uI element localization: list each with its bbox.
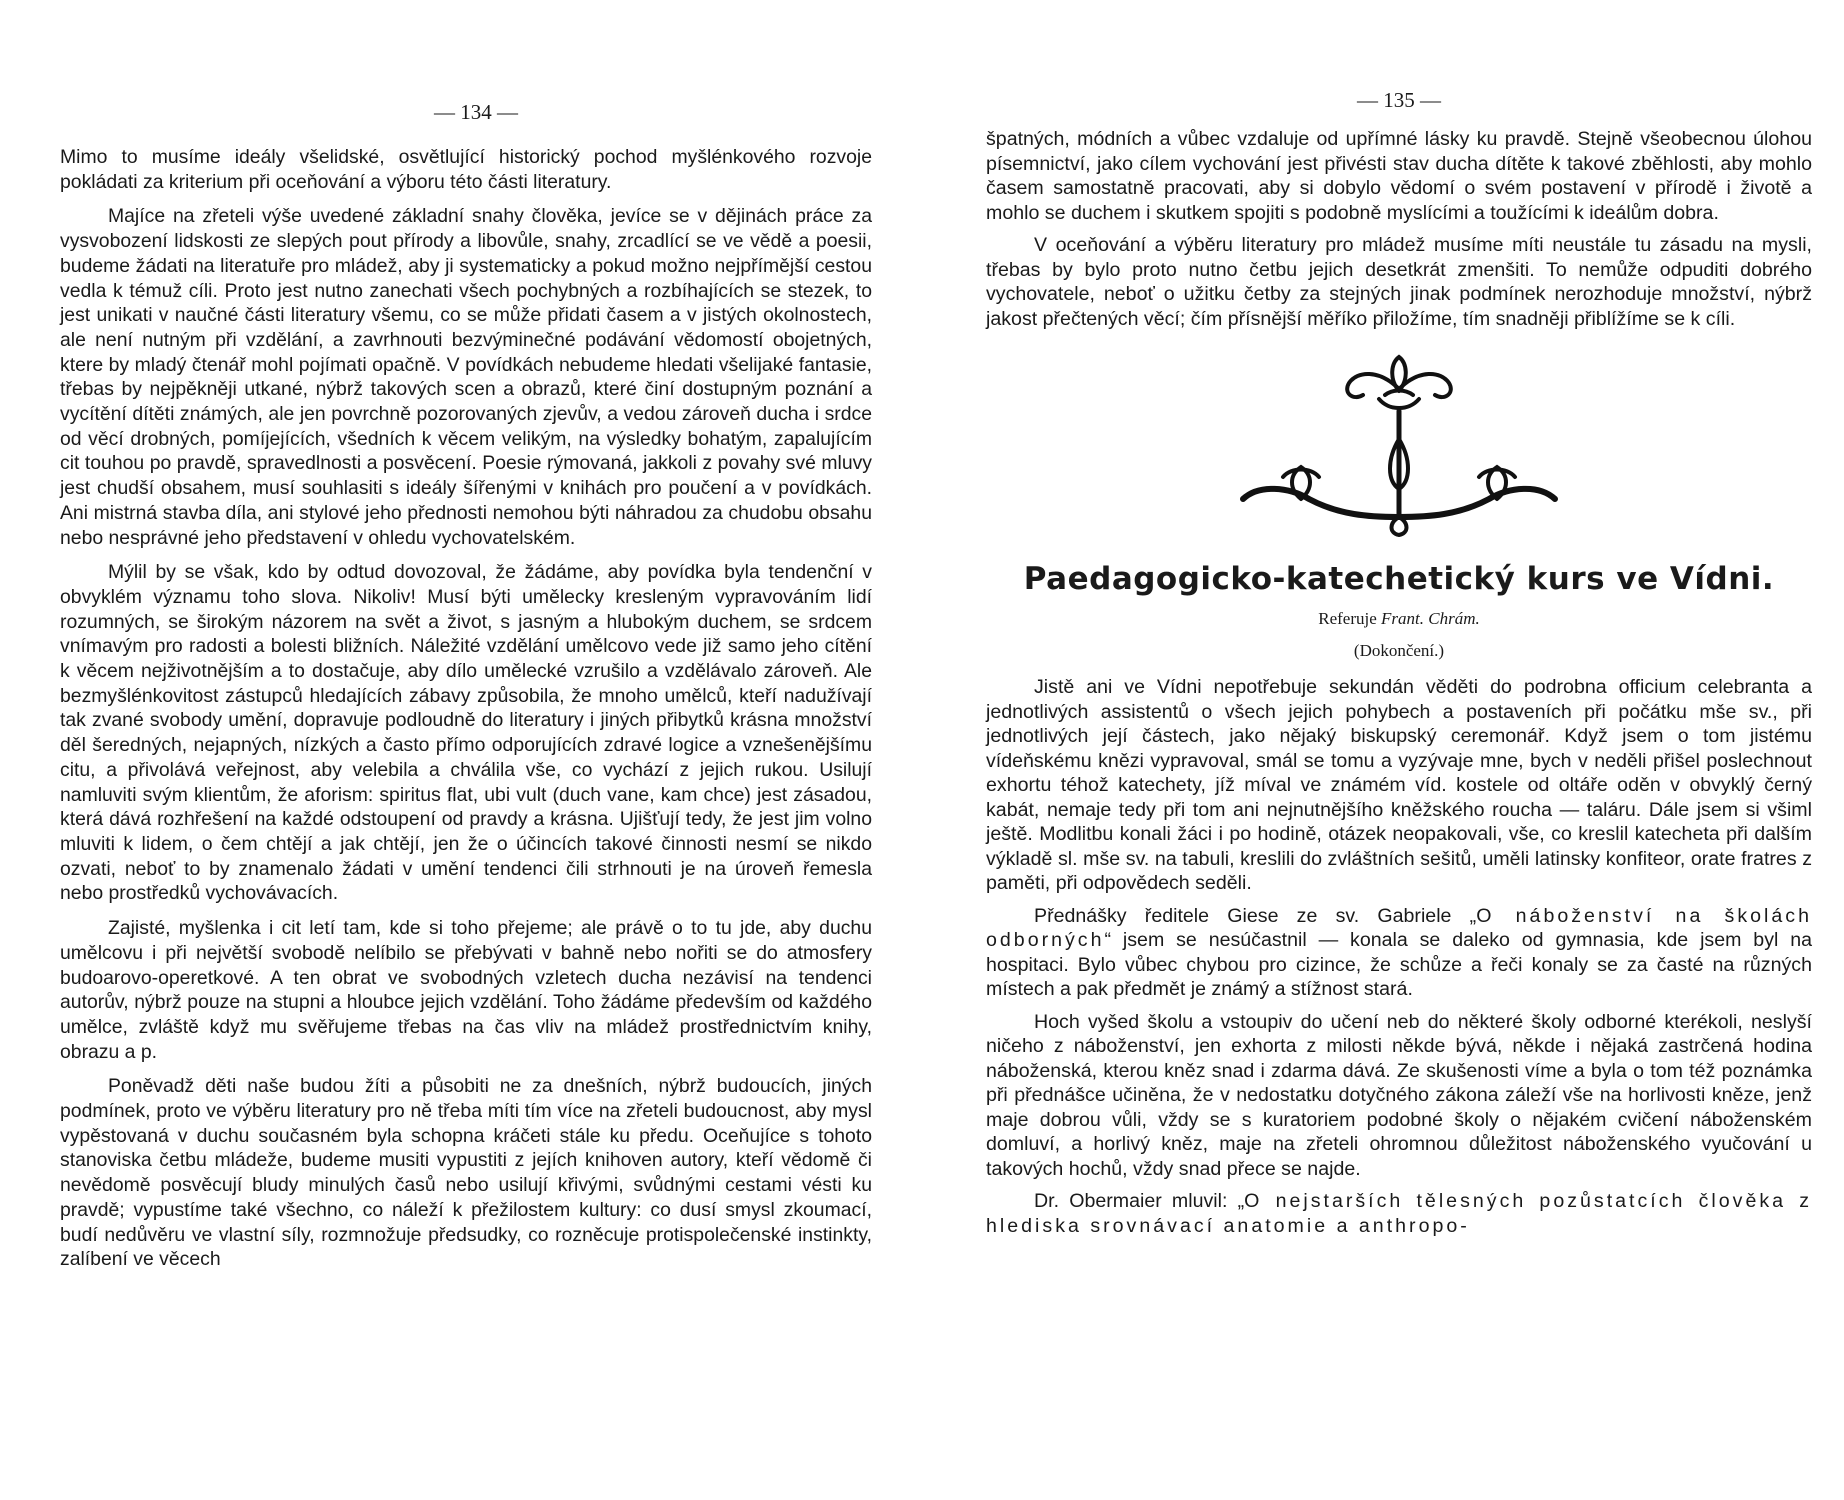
text-run: Dr. Obermaier mluvil: „ bbox=[1034, 1190, 1245, 1212]
paragraph: V oceňování a výběru literatury pro mládež musíme míti neustále tu zásadu na mysli, třebas by bylo proto nutno četbu jejich desetkrát zmenšiti. To nemůže odpuditi dobrého vychovatele, neboť o užitku četby za stejných jinak podmínek nerozhoduje množství, nýbrž jakost přečtených věcí; čím přísnější měříko přiložíme, tím snadněji přiblížíme se k cíli. bbox=[986, 234, 1812, 330]
paragraph: Majíce na zřeteli výše uvedené základní snahy člověka, jevíce se v dějinách práce za vysvobození lidskosti ze slepých pout přírody a libovůle, snahy, zrcadlící se ve vědě a poesii, budeme žádati na literatuře pro mládež, aby ji systematicky a pokud možno nejpřímější cestou vedla k témuž cíli. Proto jest nutno zanechati všech pochybných a rozbíhajících se stezek, to jest unikati v naučné části literatury všemu, co se může přidati časem a v jistých okolnostech, ale není nutným při vzdělání, a zavrhnouti bezvýminečné podávání vědomostí obojetných, ktere by mladý čtenář mohl pojímati opačně. V povídkách nebudeme hledati všelijaké fantasie, třebas by nejpěkněji utkané, nýbrž takových scen a obrazů, které činí dostupným poznání a vycítění dítěti známých, ale jen povrchně pozorovaných zjevův, a vedou zároveň ducha i srdce od věcí drobných, pomíjejících, všedních k věcem velikým, na výsledky bohatým, zapalujícím cit touhou po pravdě, spravedlnosti a posvěcení. Poesie rýmovaná, jakkoli z povahy své mluvy jest chudší obsahem, musí souhlasiti s ideály šířenými v knihách pro poučení a v povídkách. Ani mistrná stavba díla, ani stylové jeho přednosti nemohou býti náhradou za chudobu obsahu nebo nesprávné jeho představení v ohledu vychovatelském. bbox=[60, 205, 872, 549]
floral-ornament-icon bbox=[1239, 349, 1559, 539]
right-page bbox=[922, 0, 1844, 1500]
paragraph bbox=[986, 904, 1812, 1002]
byline bbox=[986, 609, 1812, 629]
paragraph: Poněvadž děti naše budou žíti a působiti ne za dnešních, nýbrž budoucích, jiných podmínek, proto ve výběru literatury pro ně třeba míti tím více na zřeteli budoucnost, aby mysl vypěstovaná v duchu současném byla schopna kráčeti stále ku předu. Oceňujíce s tohoto stanoviska četbu mládeže, budeme musiti vypustiti z jejích knihoven autory, kteří vědomě či nevědomě posvěcují bludy minulých časů nebo usilují křivými, svůdnými cestami vésti ku pravdě; vypustíme také všechno, co náleží k přežilostem kultury: co dusí smysl zkoumací, budí nedůvěru ve vlastní síly, rozmnožuje předsudky, co rozněcuje protispolečenské instinkty, zalíbení ve věcech bbox=[60, 1075, 872, 1271]
paragraph: špatných, módních a vůbec vzdaluje od upřímné lásky ku pravdě. Stejně všeobecnou úlohou písemnictví, jako cílem vychování jest přivésti stav ducha dítěte k takové zběhlosti, aby mohlo časem samostatně pracovati, aby si dobylo vědomí o svém postavení v přírodě i životě a mohlo se duchem i skutkem spojiti s podobně myslícími a toužícími k ideálům dobra. bbox=[986, 128, 1812, 224]
paragraph: Hoch vyšed školu a vstoupiv do učení neb do některé školy odborné kterékoli, neslyší ničeho z náboženství, jen exhorta z milosti někde bývá, někde i nějaká zastrčená hodina náboženská, kterou kněz snad i zdarma dává. Ze skušenosti víme a byla o tom též poznámka při přednášce učiněna, že v nedostatku dotyčného zákona záleží vše na horlivosti kněze, jenž maje dobrou vůli, vždy se s kuratoriem podobné školy o nějakém cvičení náboženském domluví, a horlivý kněz, maje na zřeteli ohromnou důležitost náboženského vyučování u takových hochů, vždy snad přece se najde. bbox=[986, 1010, 1812, 1180]
spaced-title: O náboženství na školách odborných bbox=[986, 904, 1812, 951]
article-title: Paedagogicko-katechetický kurs ve Vídni. bbox=[1023, 561, 1775, 597]
continuation-note: (Dokončení.) bbox=[1353, 641, 1445, 660]
paragraph bbox=[986, 1189, 1812, 1238]
text-run: “ jsem se nesúčastnil — konala se daleko od gymnasia, kde jsem byl na hospitaci. Bylo vůbec chybou pro cizince, že schůze a řeči konaly se za časté na různých místech a pak předmět je známý a stížnost stará. bbox=[986, 929, 1812, 1000]
paragraph: Mimo to musíme ideály všelidské, osvětlující historický pochod myšlénkového rozvoje pokládati za kriterium při oceňování a výboru této části literatury. bbox=[60, 146, 872, 193]
spaced-title: O nejstarších tělesných pozůstatcích člověka z hlediska srovnávací anatomie a anthropo- bbox=[986, 1190, 1813, 1237]
byline-prefix: Referuje bbox=[1318, 609, 1377, 628]
paragraph: Jistě ani ve Vídni nepotřebuje sekundán věděti do podrobna officium celebranta a jednotlivých assistentů o všech jejich pohybech a postaveních při počátku mše sv., při jednotlivých její částech, jako nějaký biskupský ceremonář. Když jsem o tom jistému vídeňskému knězi vypravoval, smál se tomu a vyzývaje mne, bych v neděli přišel poslechnout exhortu téhož katechety, jíž míval ve známém víd. kostele od oltáře oděn v obvyklý černý kabát, nemaje tedy při tom ani nejnutnějšího kněžského roucha — taláru. Dále jsem si všiml ještě. Modlitbu konali žáci i po hodině, otázek neopakovali, vše, co kreslil katecheta při dalším výkladě sl. mše sv. na tabuli, kreslili do zvláštních sešitů, uměli latinsky konfiteor, orate fratres z paměti, při odpovědech seděli. bbox=[986, 676, 1812, 894]
paragraph: Mýlil by se však, kdo by odtud dovozoval, že žádáme, aby povídka byla tendenční v obvyklém významu toho slova. Nikoliv! Musí býti umělecky kresleným vypravováním lidí rozumných, se širokým názorem na svět a život, s jasným a hlubokým duchem, se srdcem vnímavým pro radosti a bolesti bližních. Náležité vzdělání umělcovo vede již samo jeho cítění k věcem nejživotnějším a to dostačuje, aby dílo umělecké vzrušilo a vzdělávalo zároveň. Ale bezmyšlénkovitost zástupců hledajících zábavy způsobila, že mnoho umělců, kteří nadužívají tak zvané svobody umění, dopravuje podloudně do literatury i jiných přibytků krásna množství děl šeredných, nejapných, nízkých a často přímo odporujících zdravé logice a vznešenějšímu citu, a přivolává veřejnost, aby velebila a chválila vše, co vychází z jejich rukou. Usilují namluviti svým klientům, že aforism: spiritus flat, ubi vult (duch vane, kam chce) jest zásadou, která dává rozhřešení na každé odstoupení od pravdy a krásna. Ujišťují tedy, že jest jim volno mluviti k lidem, o čem chtějí a jak chtějí, jen že o účincích takové činnosti nesmí se nikdo ozvati, neboť to by znamenalo žádati v umění tendenci čili strhnouti je na úroveň řemesla nebo prostředků vychovávacích. bbox=[60, 561, 872, 905]
text-run: Přednášky ředitele Giese ze sv. Gabriele „ bbox=[1034, 904, 1477, 927]
page-number: — 135 — bbox=[1357, 88, 1441, 112]
byline-author: Frant. Chrám. bbox=[1381, 609, 1480, 628]
page-number: — 134 — bbox=[434, 100, 518, 124]
paragraph: Zajisté, myšlenka i cit letí tam, kde si toho přejeme; ale právě o to tu jde, aby duchu umělcovu i při největší svobodě nelíbilo se přebývati v bahně nebo nořiti se do atmosfery budoarovo-operetkové. A ten obrat ve svobodných vzletech ducha nezávisí na tendenci autorův, nýbrž pouze na stupni a hloubce jejich vzdělání. Toho žádáme především od každého umělce, zvláště když mu svěřujeme třebas na čas vliv na mládež prostřednictvím knihy, obrazu a p. bbox=[60, 917, 872, 1063]
